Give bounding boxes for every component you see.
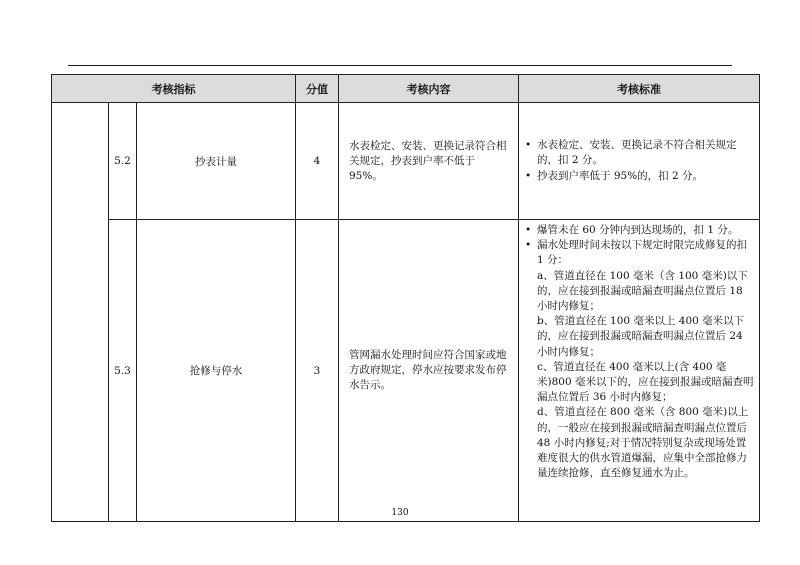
standard-item: • 漏水处理时间未按以下规定时限完成修复的扣 1 分： a、管道直径在 100 毫米（含 100 毫米)以下的，应在接到报漏或暗漏查明漏点位置后 18 小时内修复； b、管道直径在 100 毫米以上 400 毫米以下的，应在接到报漏或暗漏查明漏点位置后 24 小时内修复； c、管道直径在 400 毫米以上(含 400 毫米)800 毫米以下的，应在接到报漏或暗漏查明漏点位置后 36 小时内修复； d、管道直径在 800 毫米（含 800 毫米)以上的，一般应在接到报漏或暗漏查明漏点位置后 48 小时内修复;对于情况特别复杂或现场处置难度很大的供水管道爆漏，应集中全部抢修力量连续抢修，直至修复通水为止。 xyxy=(523,238,755,481)
category-cell xyxy=(52,103,109,522)
item-number: 5.2 xyxy=(109,103,137,220)
standard-item: • 抄表到户率低于 95%的，扣 2 分。 xyxy=(523,169,755,184)
bullet-icon: • xyxy=(525,239,532,252)
table-row xyxy=(52,220,760,522)
header-content: 考核内容 xyxy=(339,75,519,103)
page-number: 130 xyxy=(391,508,409,518)
item-standard xyxy=(519,220,760,522)
standard-subitem: c、管道直径在 400 毫米以上(含 400 毫米)800 毫米以下的，应在接到报漏或暗漏查明漏点位置后 36 小时内修复； xyxy=(537,360,754,404)
bullet-icon: • xyxy=(525,169,532,182)
item-score: 4 xyxy=(296,103,339,220)
header-standard: 考核标准 xyxy=(519,75,760,103)
item-score: 3 xyxy=(296,220,339,522)
item-name: 抄表计量 xyxy=(137,103,296,220)
standard-item: • 爆管未在 60 分钟内到达现场的，扣 1 分。 xyxy=(523,223,755,238)
bullet-icon: • xyxy=(525,224,532,236)
standard-item: • 水表检定、安装、更换记录不符合相关规定的，扣 2 分。 xyxy=(525,139,737,167)
standard-list xyxy=(523,223,755,481)
item-content: 水表检定、安装、更换记录符合相关规定，抄表到户率不低于 95%。 xyxy=(339,103,519,220)
bullet-icon: • xyxy=(525,139,532,152)
item-content: 管网漏水处理时间应符合国家或地方政府规定，停水应按要求发布停水告示。 xyxy=(339,220,519,522)
standard-list xyxy=(523,138,755,184)
item-number: 5.3 xyxy=(109,220,137,522)
table-header-row xyxy=(52,75,760,103)
header-indicator: 考核指标 xyxy=(52,75,296,103)
standard-subitem: d、管道直径在 800 毫米（含 800 毫米)以上的，一般应在接到报漏或暗漏查明漏点位置后 48 小时内修复;对于情况特别复杂或现场处置难度很大的供水管道爆漏，应集中全部抢修力量连续抢修，直至修复通水为止。 xyxy=(537,406,749,480)
table-row xyxy=(52,103,760,220)
header-rule xyxy=(68,65,732,66)
standard-subitem: a、管道直径在 100 毫米（含 100 毫米)以下的，应在接到报漏或暗漏查明漏点位置后 18 小时内修复； xyxy=(537,269,748,313)
item-name: 抢修与停水 xyxy=(137,220,296,522)
standard-subitem: b、管道直径在 100 毫米以上 400 毫米以下的，应在接到报漏或暗漏查明漏点位置后 24 小时内修复； xyxy=(537,315,745,358)
assessment-table xyxy=(51,74,760,522)
header-score: 分值 xyxy=(296,75,339,103)
item-standard xyxy=(519,103,760,220)
